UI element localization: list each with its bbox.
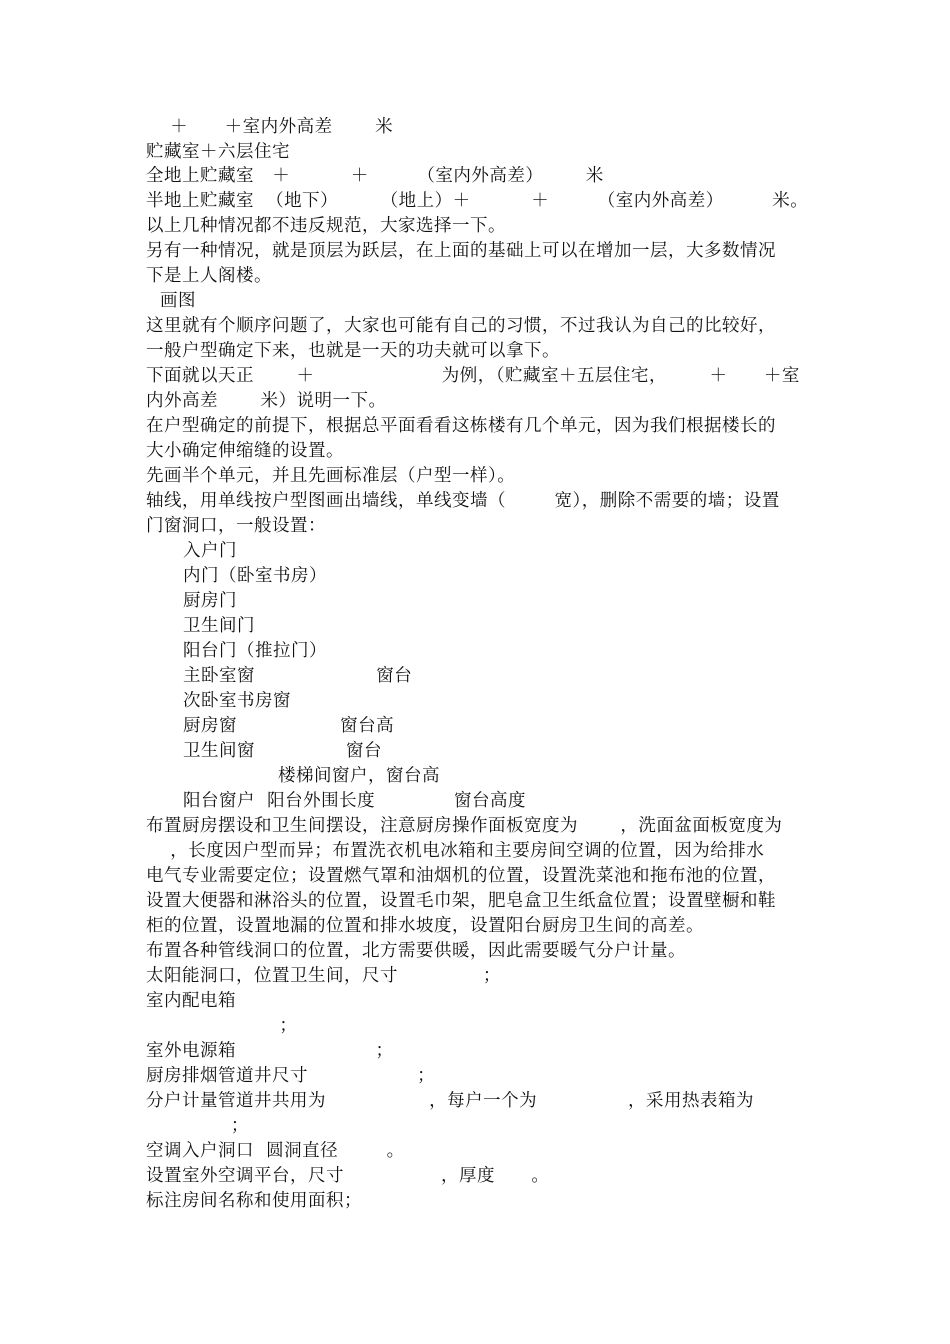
text-line: 室外电源箱 ； <box>146 1041 394 1061</box>
text-line: 设置室外空调平台，尺寸 ，厚度 。 <box>146 1166 550 1186</box>
text-line: 另有一种情况，就是顶层为跃层，在上面的基础上可以在增加一层，大多数情况 <box>146 241 776 261</box>
list-item: 楼梯间窗户，窗台高 <box>278 766 440 786</box>
list-item: 厨房门 <box>183 591 237 611</box>
text-line: 室内配电箱 <box>146 991 236 1011</box>
text-line: 全地上贮藏室 ＋ ＋ （室内外高差） 米 <box>146 166 604 186</box>
list-item: 次卧室书房窗 <box>183 691 291 711</box>
text-line: 太阳能洞口，位置卫生间，尺寸 ； <box>146 966 501 986</box>
text-line: 分户计量管道井共用为 ，每户一个为 ，采用热表箱为 <box>146 1091 755 1111</box>
text-line: ＋ ＋室内外高差 米 <box>146 117 394 137</box>
text-line: 贮藏室＋六层住宅 <box>146 142 290 162</box>
text-line: 厨房排烟管道井尺寸 ； <box>146 1066 436 1086</box>
text-line: 这里就有个顺序问题了，大家也可能有自己的习惯，不过我认为自己的比较好， <box>146 316 776 336</box>
text-line: 下面就以天正 ＋ 为例，（贮藏室＋五层住宅， ＋ ＋室 <box>146 366 800 386</box>
text-line: 设置大便器和淋浴头的位置，设置毛巾架，肥皂盒卫生纸盒位置；设置壁橱和鞋 <box>146 891 776 911</box>
text-line: 轴线，用单线按户型图画出墙线，单线变墙（ 宽），删除不需要的墙；设置 <box>146 491 780 511</box>
text-line: 下是上人阁楼。 <box>146 266 272 286</box>
list-item: 入户门 <box>183 541 237 561</box>
text-line: 在户型确定的前提下，根据总平面看看这栋楼有几个单元，因为我们根据楼长的 <box>146 416 776 436</box>
section-heading: 画图 <box>160 291 196 311</box>
list-item: 主卧室窗 窗台 <box>183 666 413 686</box>
list-item: 阳台门（推拉门） <box>183 641 327 661</box>
text-line: 先画半个单元，并且先画标准层（户型一样）。 <box>146 466 516 486</box>
text-line: 柜的位置，设置地漏的位置和排水坡度，设置阳台厨房卫生间的高差。 <box>146 916 704 936</box>
list-item: 内门（卧室书房） <box>183 566 327 586</box>
list-item: 厨房窗 窗台高 <box>183 716 395 736</box>
text-line: 以上几种情况都不违反规范，大家选择一下。 <box>146 216 506 236</box>
text-line: 一般户型确定下来，也就是一天的功夫就可以拿下。 <box>146 341 560 361</box>
text-line: 大小确定伸缩缝的设置。 <box>146 441 344 461</box>
text-line: ； <box>146 1116 249 1136</box>
list-item: 阳台窗户 阳台外围长度 窗台高度 <box>183 791 526 811</box>
text-line: 空调入户洞口 圆洞直径 。 <box>146 1141 405 1161</box>
text-line: 布置厨房摆设和卫生间摆设，注意厨房操作面板宽度为 ，洗面盆面板宽度为 <box>146 816 783 836</box>
text-line: 门窗洞口，一般设置： <box>146 516 326 536</box>
text-line: 电气专业需要定位；设置燃气罩和油烟机的位置，设置洗菜池和拖布池的位置， <box>146 866 776 886</box>
text-line: ； <box>146 1016 298 1036</box>
text-line: 布置各种管线洞口的位置，北方需要供暖，因此需要暖气分户计量。 <box>146 941 686 961</box>
text-line: 标注房间名称和使用面积； <box>146 1191 362 1211</box>
list-item: 卫生间窗 窗台 <box>183 741 382 761</box>
text-line: 半地上贮藏室 （地下） （地上）＋ ＋ （室内外高差） 米。 <box>146 191 809 211</box>
list-item: 卫生间门 <box>183 616 255 636</box>
text-line: 内外高差 米）说明一下。 <box>146 391 387 411</box>
text-line: ，长度因户型而异；布置洗衣机电冰箱和主要房间空调的位置，因为给排水 <box>146 841 765 861</box>
